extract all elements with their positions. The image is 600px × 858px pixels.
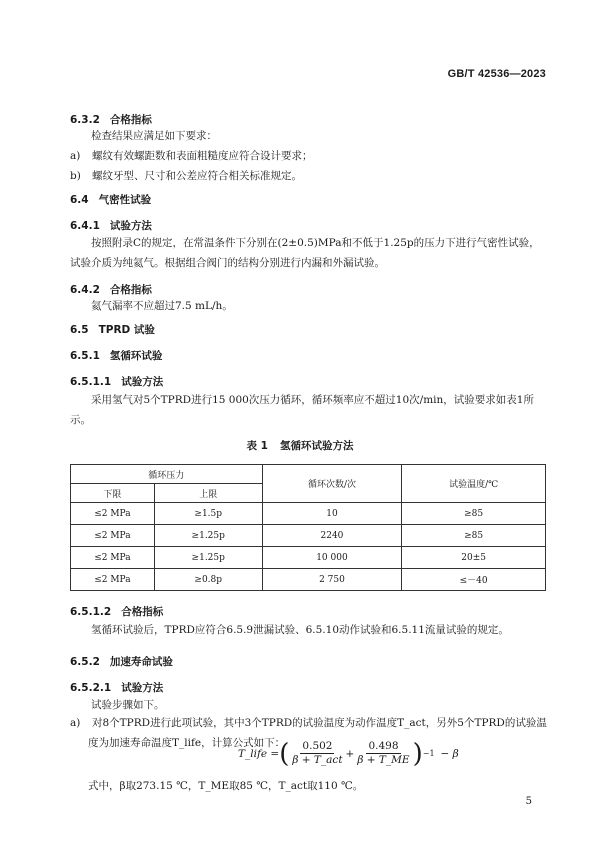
denominator: β + T_act — [292, 754, 343, 766]
table-cell: 20±5 — [402, 547, 546, 569]
table-cell: ≤2 MPa — [71, 503, 155, 525]
section-title: 氢循环试验 — [109, 350, 163, 362]
table-title: 氢循环试验方法 — [279, 440, 354, 452]
list-item-text: 螺纹牙型、尺寸和公差应符合相关标准规定。 — [92, 170, 302, 182]
section-number: 6.5 — [70, 324, 89, 336]
section-number: 6.3.2 — [70, 114, 100, 126]
section-title: 合格指标 — [109, 284, 152, 296]
table-cell: ≤2 MPa — [71, 547, 155, 569]
paragraph: 试验步骤如下。 — [91, 699, 165, 711]
section-6-4-2-heading — [70, 282, 152, 297]
numerator: 0.502 — [302, 740, 333, 752]
page-number: 5 — [525, 796, 532, 807]
plus-sign: + — [345, 747, 355, 760]
paragraph: 采用氢气对5个TPRD进行15 000次压力循环，循环频率应不超过10次/min，试验要求如表1所示。 — [70, 394, 534, 426]
header-test-temperature: 试验温度/℃ — [402, 465, 546, 503]
section-number: 6.4.1 — [70, 220, 100, 232]
section-title: TPRD 试验 — [98, 324, 155, 336]
section-6-5-2-heading — [70, 654, 173, 669]
formula-tail: − β — [440, 747, 459, 760]
paragraph: 检查结果应满足如下要求： — [91, 130, 217, 142]
formula-where-text: 式中，β取273.15 ℃，T_ME取85 ℃，T_act取110 ℃。 — [88, 780, 364, 792]
section-number: 6.4 — [70, 194, 89, 206]
table-row — [71, 525, 546, 547]
section-6-5-heading — [70, 322, 155, 337]
table-cell: ≥85 — [402, 503, 546, 525]
right-paren: ) — [412, 738, 423, 769]
standard-number: GB/T 42536—2023 — [447, 68, 546, 80]
section-number: 6.5.1.1 — [70, 376, 112, 388]
section-title: 合格指标 — [121, 606, 164, 618]
formula-lhs: T_life = — [238, 747, 280, 760]
header-cycle-pressure: 循环压力 — [71, 465, 263, 484]
section-6-5-2-1-heading — [70, 680, 163, 695]
list-marker: b) — [70, 170, 81, 182]
table-cell: ≤2 MPa — [71, 569, 155, 591]
paragraph: 按照附录C的规定，在常温条件下分别在(2±0.5)MPa和不低于1.25p的压力下进行气密性试验，试验介质为纯氦气。根据组合阀门的结构分别进行内漏和外漏试验。 — [70, 237, 540, 269]
cycle-test-table — [70, 464, 546, 591]
table-row — [71, 547, 546, 569]
paragraph: 氢循环试验后，TPRD应符合6.5.9泄漏试验、6.5.10动作试验和6.5.11流量试验的规定。 — [91, 624, 509, 636]
exponent: −1 — [422, 749, 435, 758]
list-item-text: 螺纹有效螺距数和表面粗糙度应符合设计要求； — [92, 150, 313, 162]
header-cycle-count: 循环次数/次 — [262, 465, 402, 503]
left-paren: ( — [279, 738, 290, 769]
table-row — [71, 503, 546, 525]
paragraph: 氦气漏率不应超过7.5 mL/h。 — [91, 300, 233, 312]
fraction — [292, 740, 342, 767]
section-6-5-1-heading — [70, 348, 162, 363]
section-number: 6.5.2 — [70, 656, 100, 668]
section-title: 加速寿命试验 — [109, 656, 173, 668]
section-title: 试验方法 — [121, 682, 164, 694]
list-marker: a) — [70, 717, 81, 729]
list-item — [70, 146, 548, 166]
table-cell: ≥1.25p — [154, 525, 262, 547]
header-lower-limit: 下限 — [71, 484, 155, 503]
section-number: 6.5.2.1 — [70, 682, 112, 694]
table-cell: ≥1.25p — [154, 547, 262, 569]
table-cell: ≥85 — [402, 525, 546, 547]
section-number: 6.4.2 — [70, 284, 100, 296]
denominator: β + T_ME — [357, 754, 410, 766]
section-6-4-heading — [70, 192, 151, 207]
section-title: 气密性试验 — [98, 194, 152, 206]
table-cell: ≥0.8p — [154, 569, 262, 591]
fraction — [357, 740, 409, 767]
table-cell: ≤－40 — [402, 569, 546, 591]
header-upper-limit: 上限 — [154, 484, 262, 503]
table-cell: 10 — [262, 503, 402, 525]
table-cell: ≤2 MPa — [71, 525, 155, 547]
section-6-4-1-heading — [70, 218, 152, 233]
section-number: 6.5.1.2 — [70, 606, 112, 618]
list-item — [70, 166, 548, 186]
numerator: 0.498 — [368, 740, 399, 752]
table-cell: 2240 — [262, 525, 402, 547]
table-cell: 10 000 — [262, 547, 402, 569]
table-row — [71, 569, 546, 591]
list-item-text: 对8个TPRD进行此项试验，其中3个TPRD的试验温度为动作温度T_act，另外5个TPRD的试验温度为加速寿命温度T_life，计算公式如下： — [88, 717, 547, 749]
section-title: 合格指标 — [109, 114, 152, 126]
section-number: 6.5.1 — [70, 350, 100, 362]
list-marker: a) — [70, 150, 81, 162]
section-6-5-1-1-heading — [70, 374, 163, 389]
section-title: 试验方法 — [109, 220, 152, 232]
table-cell: 2 750 — [262, 569, 402, 591]
section-6-3-2-heading — [70, 112, 152, 127]
table-caption — [0, 438, 600, 453]
section-6-5-1-2-heading — [70, 604, 163, 619]
life-temperature-formula — [238, 740, 459, 767]
section-title: 试验方法 — [121, 376, 164, 388]
table-cell: ≥1.5p — [154, 503, 262, 525]
table-label: 表 1 — [246, 440, 268, 452]
